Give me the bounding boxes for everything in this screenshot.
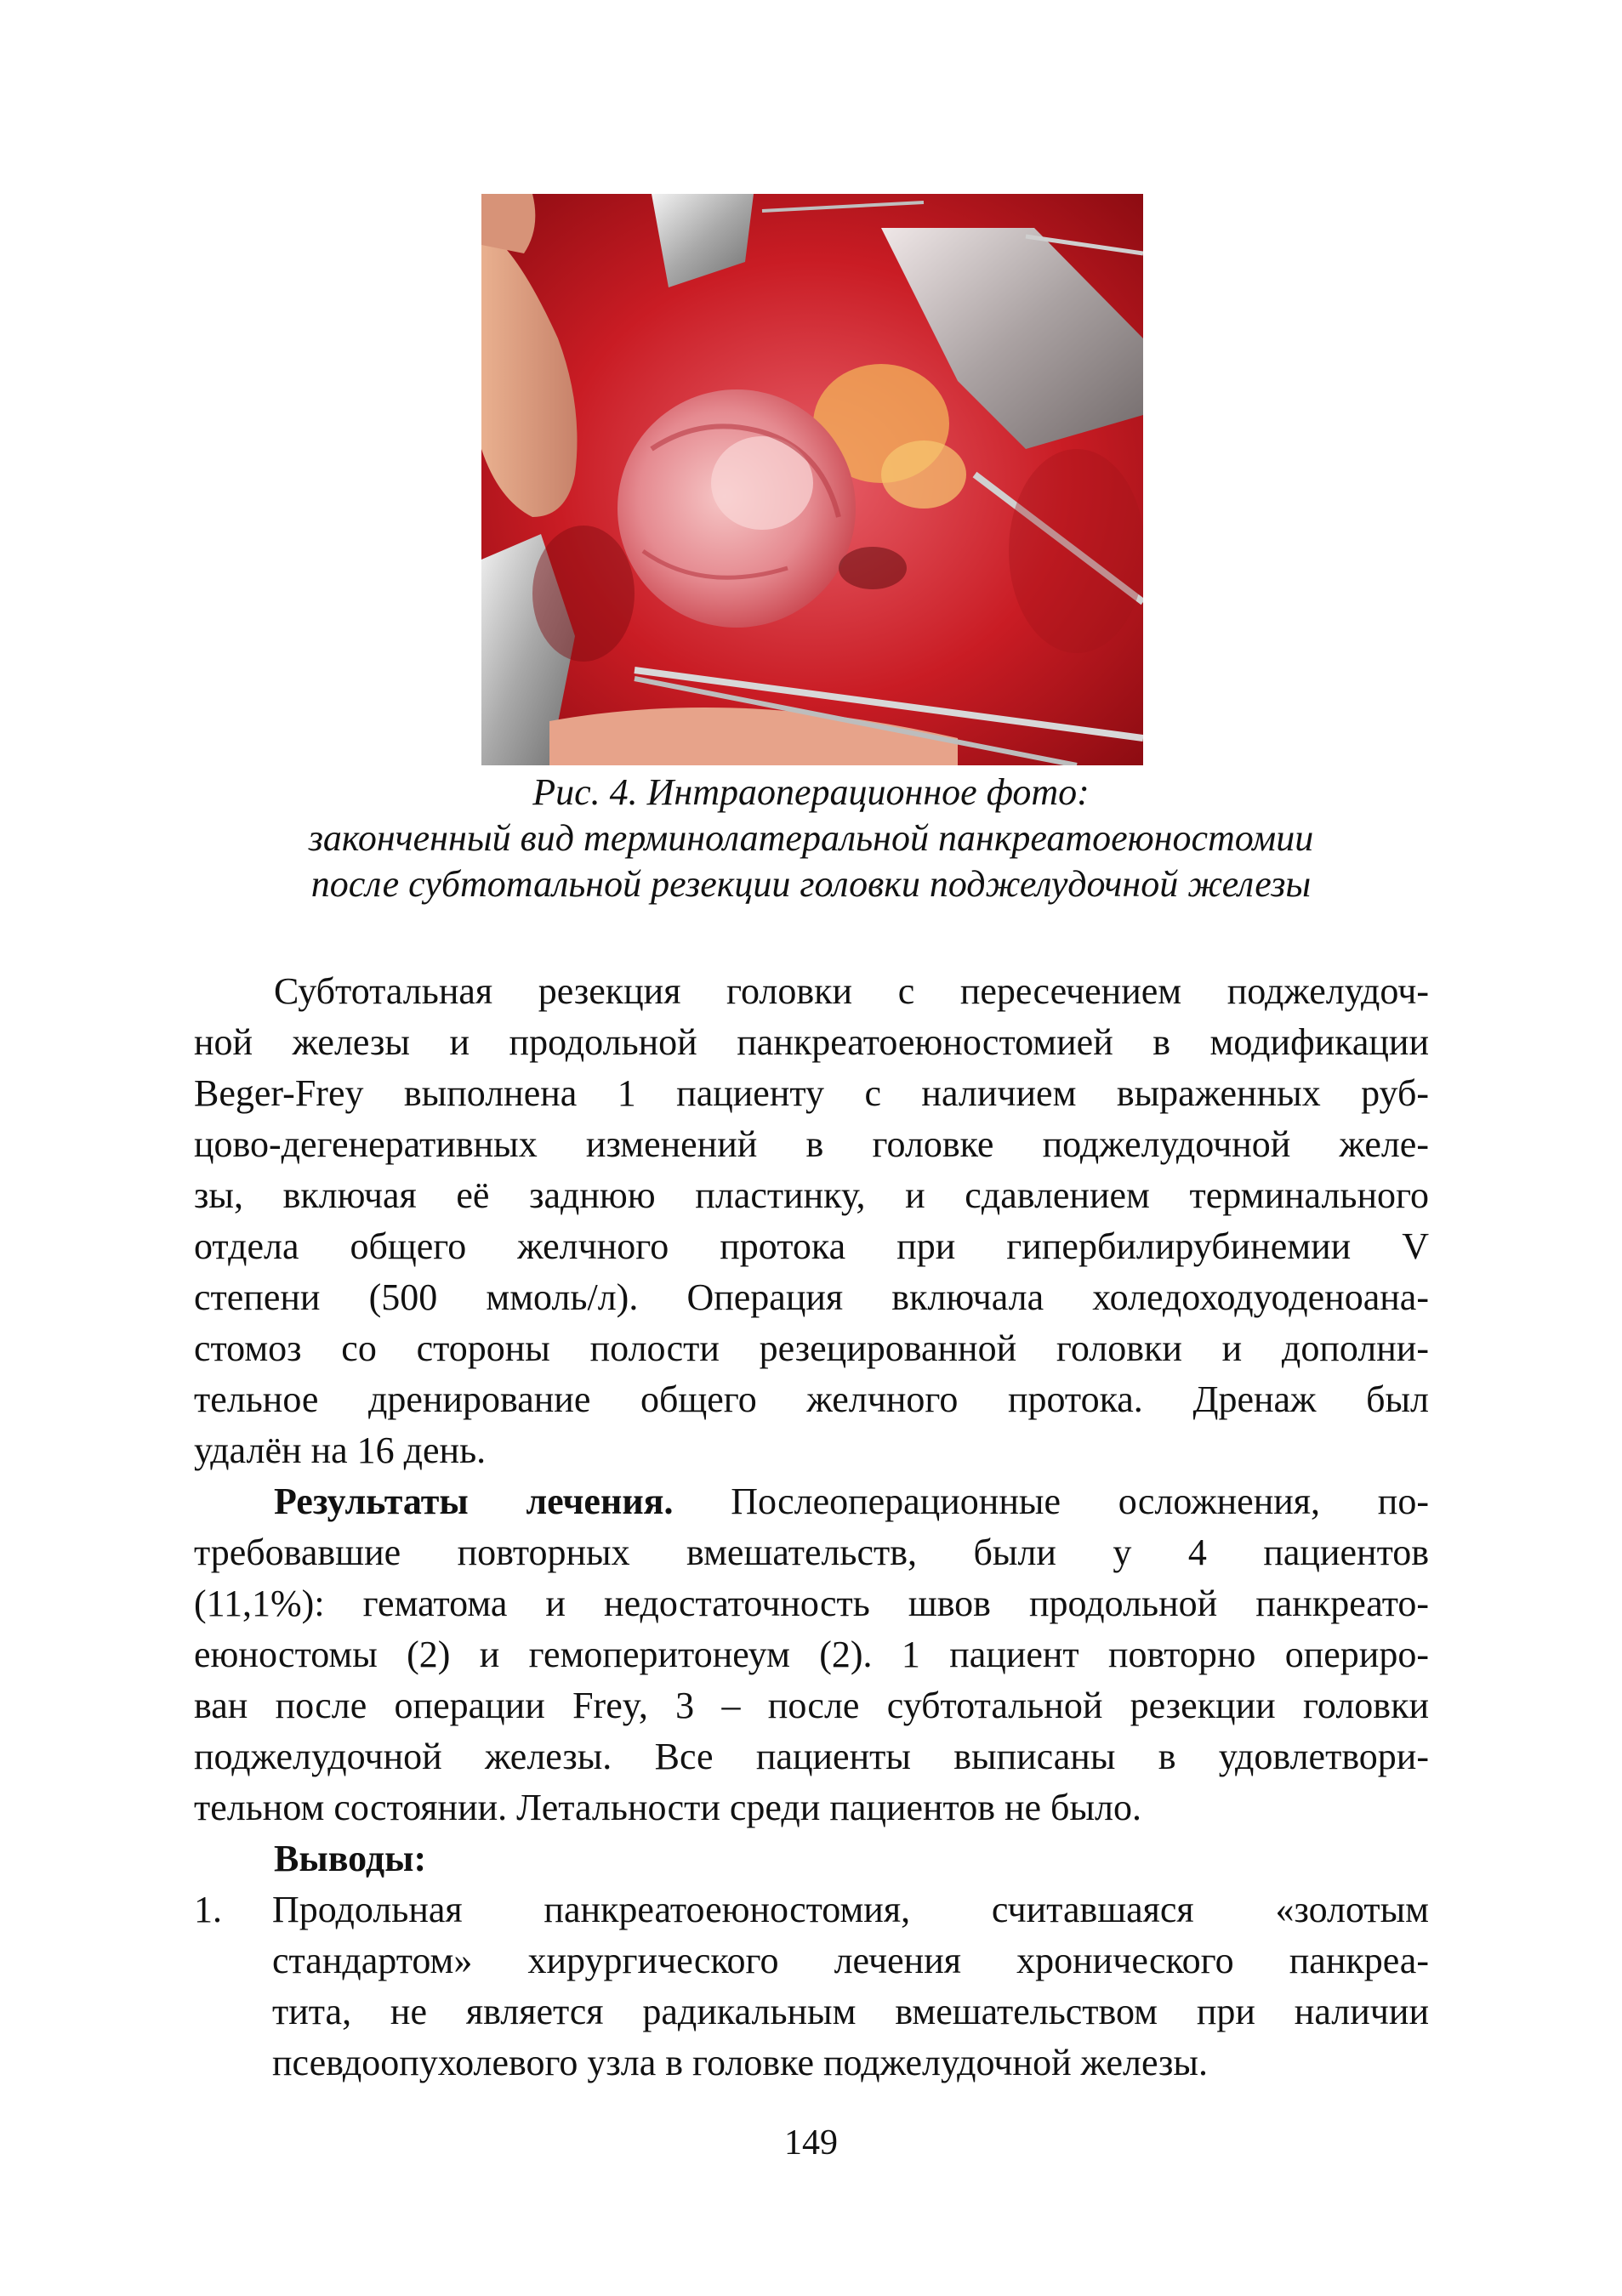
paragraph-line: требовавшие повторных вмешательств, были у 4 пациентов: [194, 1532, 1429, 1573]
caption-line: законченный вид терминолатеральной панкреатоеюностомии: [308, 817, 1314, 859]
paragraph-line: поджелудочной железы. Все пациенты выписаны в удовлетвори-: [194, 1736, 1429, 1777]
paragraph-line: цово-дегенеративных изменений в головке поджелудочной желе-: [194, 1123, 1429, 1165]
caption-line: после субтотальной резекции головки поджелудочной железы: [310, 863, 1312, 905]
paragraph-line: тельное дренирование общего желчного протока. Дренаж был: [194, 1378, 1429, 1420]
caption-line: Рис. 4. Интраоперационное фото:: [532, 771, 1090, 813]
list-item-line: псевдоопухолевого узла в головке поджелудочной железы.: [272, 2042, 1208, 2083]
figure-caption: [0, 770, 1622, 907]
paragraph-line: стомоз со стороны полости резецированной головки и дополни-: [194, 1327, 1429, 1369]
paragraph-line: удалён на 16 день.: [194, 1429, 487, 1471]
paragraph-line: еюностомы (2) и гемоперитонеум (2). 1 пациент повторно опериро-: [194, 1634, 1429, 1675]
list-item-line: Продольная панкреатоеюностомия, считавшаяся «золотым: [272, 1889, 1429, 1930]
list-item-line: тита, не является радикальным вмешательством при наличии: [272, 1991, 1429, 2032]
page-number: 149: [784, 2123, 838, 2162]
list-item-line: стандартом» хирургического лечения хронического панкреа-: [272, 1940, 1429, 1981]
paragraph-line: степени (500 ммоль/л). Операция включала холедоходуоденоана-: [194, 1276, 1429, 1318]
results-text: Послеоперационные осложнения, по-: [673, 1480, 1429, 1522]
paragraph-line: ван после операции Frey, 3 – после субтотальной резекции головки: [194, 1685, 1429, 1726]
list-number: 1.: [194, 1889, 222, 1930]
conclusions-heading: Выводы:: [274, 1838, 427, 1879]
intraoperative-photo: [481, 194, 1143, 765]
paragraph-line: ной железы и продольной панкреатоеюностомией в модификации: [194, 1021, 1429, 1063]
paragraph-line: отдела общего желчного протока при гипербилирубинемии V: [194, 1225, 1429, 1267]
paragraph-line: зы, включая её заднюю пластинку, и сдавлением терминального: [194, 1174, 1429, 1216]
results-line: [194, 1476, 1429, 1527]
paragraph-line: (11,1%): гематома и недостаточность швов продольной панкреато-: [194, 1583, 1429, 1624]
paragraph-line: тельном состоянии. Летальности среди пациентов не было.: [194, 1787, 1141, 1828]
paragraph-line: Субтотальная резекция головки с пересечением поджелудоч-: [274, 970, 1429, 1012]
results-heading: Результаты лечения.: [274, 1480, 674, 1522]
paragraph-line: Beger-Frey выполнена 1 пациенту с наличием выраженных руб-: [194, 1072, 1429, 1114]
